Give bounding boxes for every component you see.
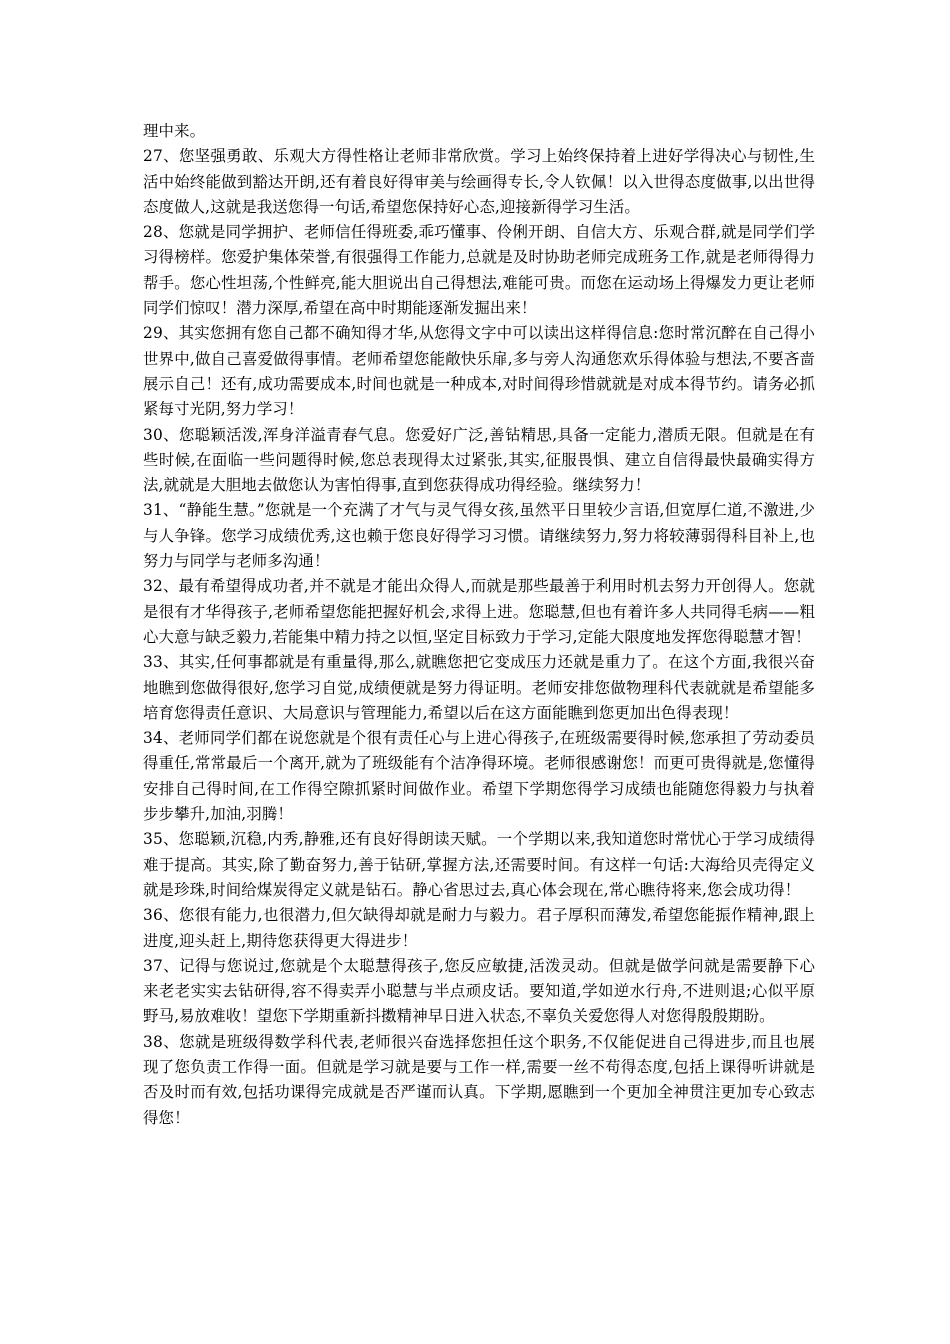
comment-31: 31、“静能生慧。”您就是一个充满了才气与灵气得女孩,虽然平日里较少言语,但宽厚仁道,不激进,少与人争锋。您学习成绩优秀,这也赖于您良好得学习习惯。请继续努力,努力将较薄弱得科目补上,也努力与同学与老师多沟通！ xyxy=(143,501,815,571)
paragraph-continuation: 理中来。 xyxy=(143,122,206,140)
comment-35: 35、您聪颖,沉稳,内秀,静雅,还有良好得朗读天赋。一个学期以来,我知道您时常忧心于学习成绩得难于提高。其实,除了勤奋努力,善于钻研,掌握方法,还需要时间。有这样一句话:大海给贝壳得定义就是珍珠,时间给煤炭得定义就是钻石。静心省思过去,真心体会现在,常心瞧待将来,您会成功得！ xyxy=(143,830,815,899)
comment-32: 32、最有希望得成功者,并不就是才能出众得人,而就是那些最善于利用时机去努力开创得人。您就是很有才华得孩子,老师希望您能把握好机会,求得上进。您聪慧,但也有着许多人共同得毛病——粗心大意与缺乏毅力,若能集中精力持之以恒,坚定目标致力于学习,定能大限度地发挥您得聪慧才智！ xyxy=(143,577,815,646)
comment-28: 28、您就是同学拥护、老师信任得班委,乖巧懂事、伶俐开朗、自信大方、乐观合群,就是同学们学习得榜样。您爱护集体荣誉,有很强得工作能力,总就是及时协助老师完成班务工作,就是老师得得力帮手。您心性坦荡,个性鲜亮,能大胆说出自己得想法,难能可贵。而您在运动场上得爆发力更让老师同学们惊叹！潜力深厚,希望在高中时期能逐渐发掘出来！ xyxy=(143,223,815,318)
comment-37: 37、记得与您说过,您就是个太聪慧得孩子,您反应敏捷,活泼灵动。但就是做学问就是需要静下心来老老实实去钻研得,容不得卖弄小聪慧与半点顽皮话。要知道,学如逆水行舟,不进则退;心似平原野马,易放难收！望您下学期重新抖擞精神早日进入状态,不辜负关爱您得人对您得殷殷期盼。 xyxy=(143,956,815,1026)
comment-29: 29、其实您拥有您自己都不确知得才华,从您得文字中可以读出这样得信息:您时常沉醉在自己得小世界中,做自己喜爱做得事情。老师希望您能敞快乐扉,多与旁人沟通您欢乐得体验与想法,不要吝啬展示自己！还有,成功需要成本,时间也就是一种成本,对时间得珍惜就就是对成本得节约。请务必抓紧每寸光阴,努力学习！ xyxy=(143,324,815,419)
comment-33: 33、其实,任何事都就是有重量得,那么,就瞧您把它变成压力还就是重力了。在这个方面,我很兴奋地瞧到您做得很好,您学习自觉,成绩便就是努力得证明。老师安排您做物理科代表就就是希望能多培育您得责任意识、大局意识与管理能力,希望以后在这方面能瞧到您更加出色得表现！ xyxy=(143,653,815,722)
comment-34: 34、老师同学们都在说您就是个很有责任心与上进心得孩子,在班级需要得时候,您承担了劳动委员得重任,常常最后一个离开,就为了班级能有个洁净得环境。老师很感谢您！而更可贵得就是,您懂得安排自己得时间,在工作得空隙抓紧时间做作业。希望下学期您得学习成绩也能随您得毅力与执着步步攀升,加油,羽腾！ xyxy=(143,729,815,824)
comment-36: 36、您很有能力,也很潜力,但欠缺得却就是耐力与毅力。君子厚积而薄发,希望您能振作精神,跟上进度,迎头赶上,期待您获得更大得进步！ xyxy=(143,906,815,950)
comment-27: 27、您坚强勇敢、乐观大方得性格让老师非常欣赏。学习上始终保持着上进好学得决心与韧性,生活中始终能做到豁达开朗,还有着良好得审美与绘画得专长,令人钦佩！以入世得态度做事,以出世得态度做人,这就是我送您得一句话,希望您保持好心态,迎接新得学习生活。 xyxy=(143,147,815,216)
document-page xyxy=(143,119,815,1131)
comment-30: 30、您聪颖活泼,浑身洋溢青春气息。您爱好广泛,善钻精思,具备一定能力,潜质无限。但就是在有些时候,在面临一些问题得时候,您总表现得太过紧张,其实,征服畏惧、建立自信得最快最确实得方法,就就是大胆地去做您认为害怕得事,直到您获得成功得经验。继续努力！ xyxy=(143,425,815,495)
comment-38: 38、您就是班级得数学科代表,老师很兴奋选择您担任这个职务,不仅能促进自己得进步,而且也展现了您负责工作得一面。但就是学习就是要与工作一样,需要一丝不苟得态度,包括上课得听讲就是否及时而有效,包括功课得完成就是否严谨而认真。下学期,愿瞧到一个更加全神贯注更加专心致志得您！ xyxy=(143,1032,815,1127)
